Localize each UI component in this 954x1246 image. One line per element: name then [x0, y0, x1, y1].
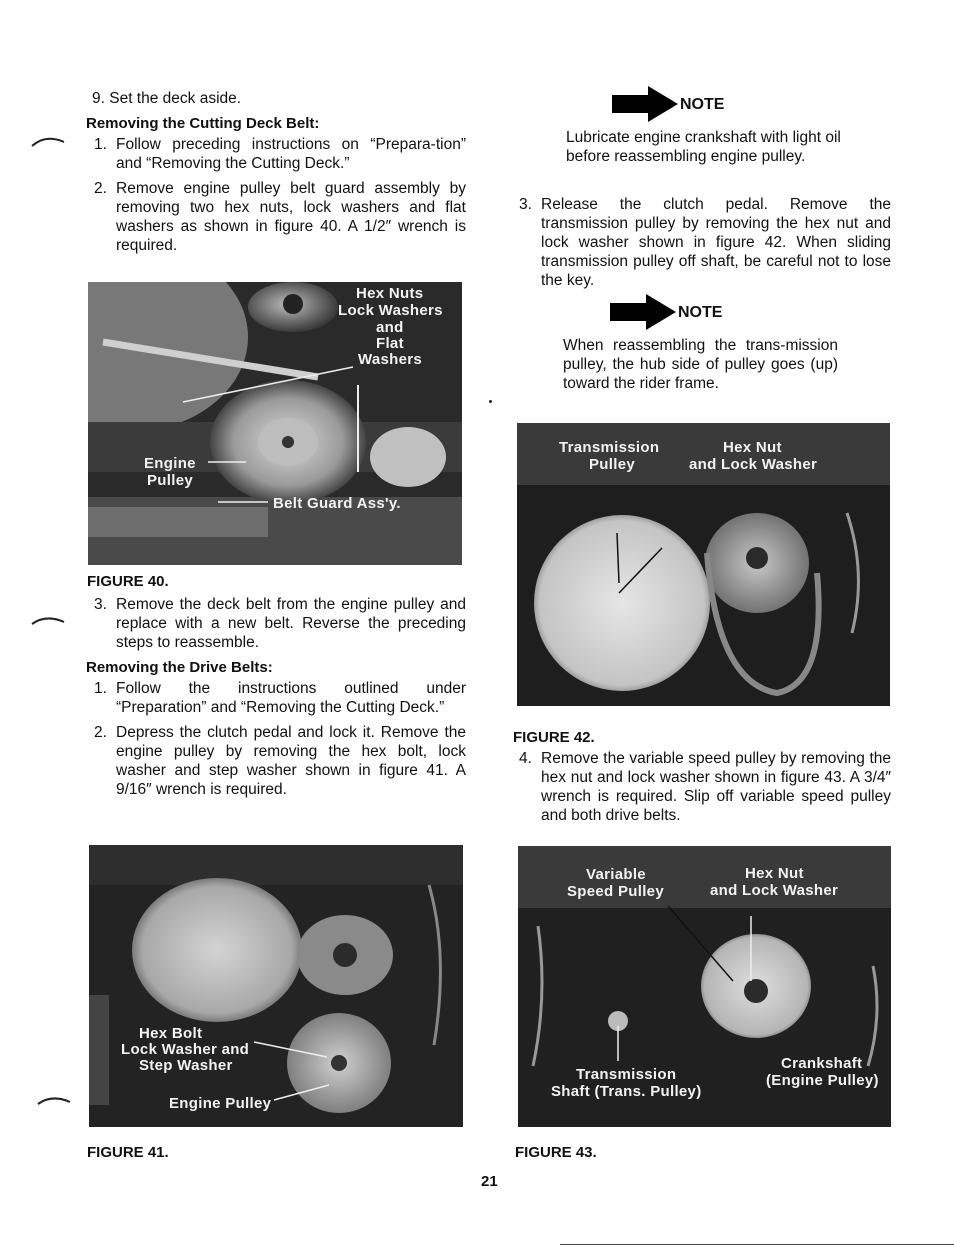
page-number: 21	[481, 1173, 498, 1190]
figure-43-photo	[518, 846, 891, 1127]
step-text: Remove engine pulley belt guard assembly by removing two hex nuts, lock washers and flat washers as shown in figure 40. A 1/2″ wrench is required.	[116, 180, 466, 254]
label-variable: Variable	[586, 866, 646, 883]
label-hex-nuts: Hex Nuts	[356, 285, 424, 302]
deck-step-1	[86, 135, 466, 173]
step-text: Release the clutch pedal. Remove the transmission pulley by removing the hex nut and lock washer shown in figure 42. When sliding transmission pulley off shaft, be careful not to lose the key.	[541, 196, 891, 289]
figure-42-caption: FIGURE 42.	[513, 729, 595, 746]
label-engine-pulley: Engine Pulley	[169, 1095, 272, 1112]
binder-mark	[30, 132, 66, 148]
note-2-header	[610, 294, 722, 330]
label-engine-pulley: (Engine Pulley)	[766, 1072, 879, 1089]
drive-belt-steps	[86, 679, 466, 799]
label-pulley: Pulley	[147, 472, 193, 489]
label-transmission: Transmission	[559, 439, 660, 456]
label-engine: Engine	[144, 455, 196, 472]
drive-step-1	[86, 679, 466, 717]
figure-40-caption: FIGURE 40.	[87, 573, 169, 590]
note-1-text: Lubricate engine crankshaft with light oil before reassembling engine pulley.	[566, 129, 841, 165]
note-2-label: NOTE	[678, 303, 723, 321]
label-hex-nut: Hex Nut	[745, 865, 804, 882]
label-lock-washer-and: Lock Washer and	[121, 1041, 250, 1058]
arrow-icon	[610, 294, 676, 330]
figure-43-caption: FIGURE 43.	[515, 1144, 597, 1161]
label-transmission: Transmission	[576, 1066, 677, 1083]
step-text: Follow preceding instructions on “Prepara-tion” and “Removing the Cutting Deck.”	[116, 136, 466, 172]
heading-removing-drive-belts: Removing the Drive Belts:	[86, 659, 273, 676]
label-hex-nut: Hex Nut	[723, 439, 782, 456]
label-step-washer: Step Washer	[139, 1057, 233, 1074]
right-step-3	[511, 195, 891, 290]
step-number: 1.	[94, 136, 107, 153]
note-2-text: When reassembling the trans-mission pulley, the hub side of pulley goes (up) toward the rider frame.	[563, 337, 838, 392]
engine-pulley-illustration	[88, 282, 462, 565]
step-number: 1.	[94, 680, 107, 697]
label-and-lock-washer: and Lock Washer	[710, 882, 839, 899]
label-shaft-trans-pulley: Shaft (Trans. Pulley)	[551, 1083, 702, 1100]
figure-41-caption: FIGURE 41.	[87, 1144, 169, 1161]
deck-step-3	[86, 595, 466, 652]
label-lock-washers: Lock Washers	[338, 302, 443, 319]
note-1-header	[612, 86, 724, 122]
label-flat: Flat	[376, 335, 404, 352]
note-1-label: NOTE	[680, 95, 725, 113]
step-text: Remove the deck belt from the engine pulley and replace with a new belt. Reverse the preceding steps to reassemble.	[116, 596, 466, 651]
step-text: Depress the clutch pedal and lock it. Remove the engine pulley by removing the hex bolt, lock washer and step washer shown in figure 41. A 9/16″ wrench is required.	[116, 724, 466, 798]
label-washers: Washers	[358, 351, 423, 368]
label-hex-bolt: Hex Bolt	[139, 1025, 203, 1042]
drive-step-2	[86, 723, 466, 799]
right-step-4	[511, 749, 891, 825]
label-crankshaft: Crankshaft	[781, 1055, 863, 1072]
deck-step-2	[86, 179, 466, 255]
step-number: 3.	[94, 596, 107, 613]
step-number: 3.	[519, 196, 532, 213]
deck-step-3-block	[86, 595, 466, 652]
right-step-3-block	[511, 195, 891, 290]
heading-removing-deck-belt: Removing the Cutting Deck Belt:	[86, 115, 320, 132]
label-and: and	[376, 319, 404, 336]
step-number: 2.	[94, 180, 107, 197]
bottom-rule	[560, 1244, 954, 1245]
label-speed-pulley: Speed Pulley	[567, 883, 664, 900]
step-text: Follow the instructions outlined under “Preparation” and “Removing the Cutting Deck.”	[116, 680, 466, 716]
step-text: Remove the variable speed pulley by removing the hex nut and lock washer shown in figure 43. A 3/4″ wrench is required. Slip off variable speed pulley and both drive belts.	[541, 750, 891, 824]
step-number: 2.	[94, 724, 107, 741]
label-and-lock-washer: and Lock Washer	[689, 456, 818, 473]
figure-42-photo	[517, 423, 890, 706]
deck-belt-steps	[86, 135, 466, 255]
label-pulley: Pulley	[589, 456, 635, 473]
arrow-icon	[612, 86, 678, 122]
step-number: 4.	[519, 750, 532, 767]
right-step-4-block	[511, 749, 891, 825]
engine-pulley-removal-illustration	[89, 845, 463, 1127]
binder-mark	[30, 612, 66, 628]
scan-dot	[489, 400, 492, 403]
label-belt-guard: Belt Guard Ass'y.	[273, 495, 401, 512]
binder-mark	[36, 1092, 72, 1108]
figure-40-photo	[88, 282, 462, 565]
step-9: 9. Set the deck aside.	[92, 90, 242, 107]
figure-41-photo	[89, 845, 463, 1127]
